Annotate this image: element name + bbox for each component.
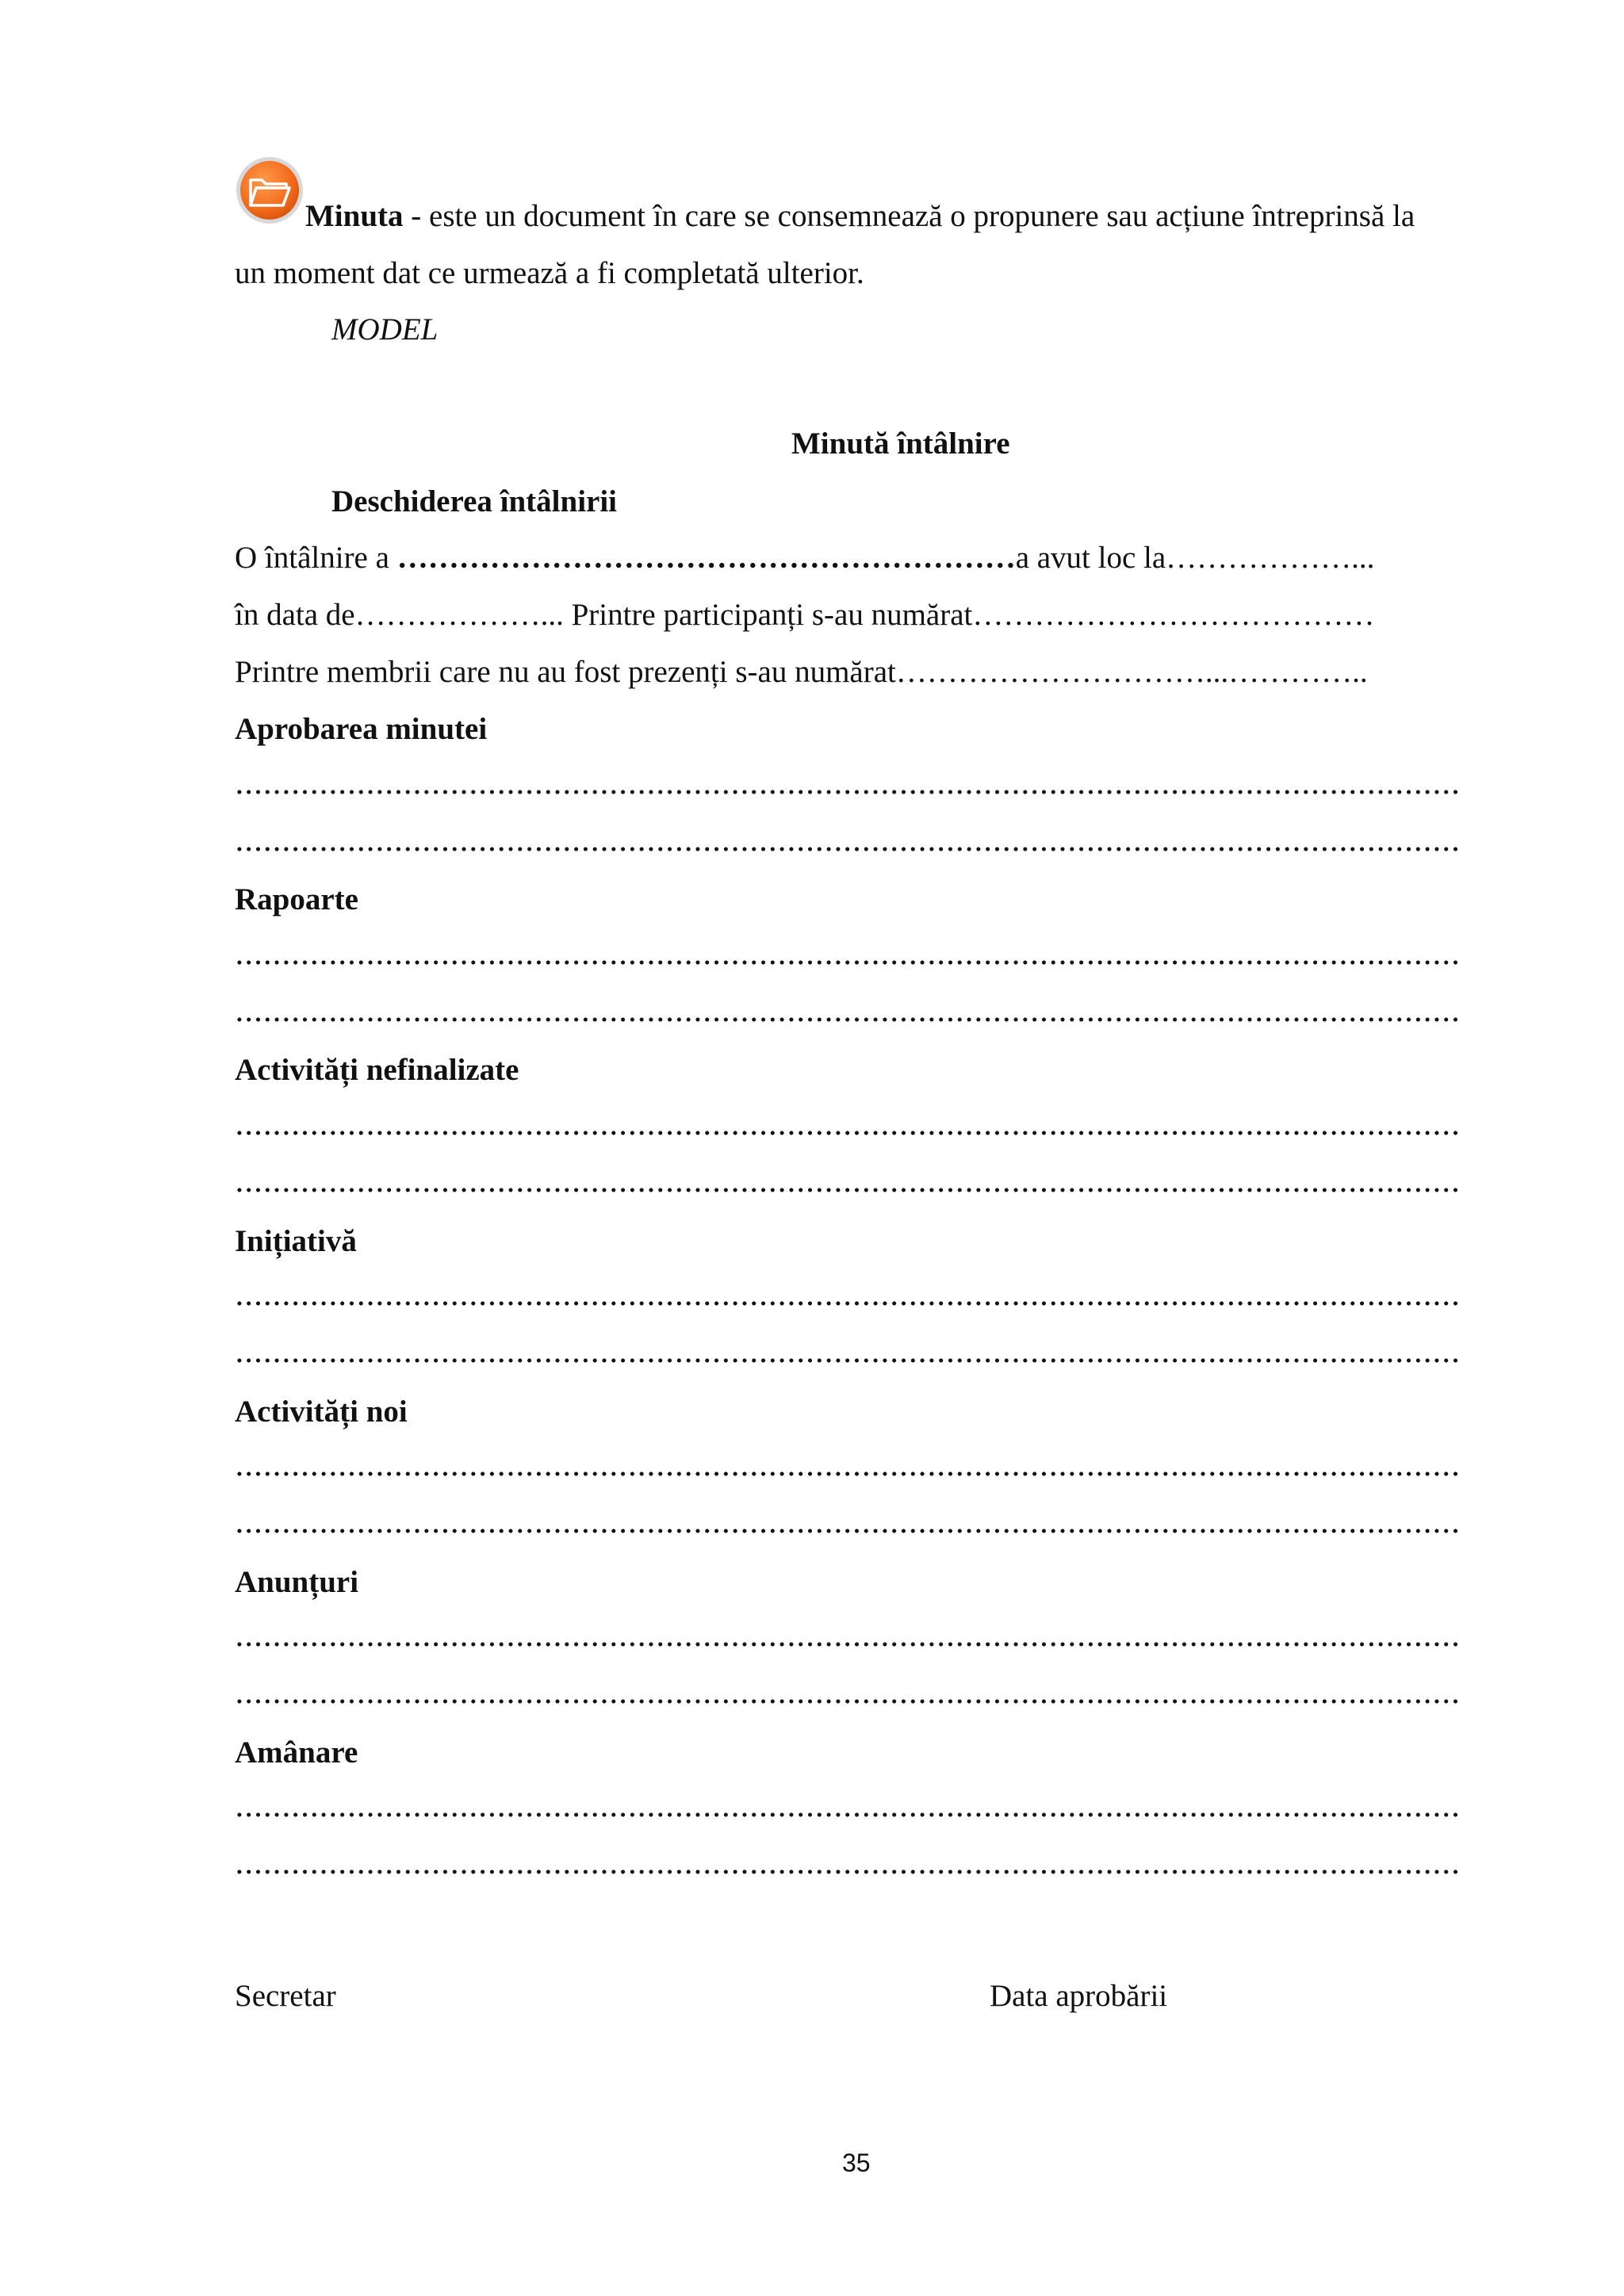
- fill-line: [235, 1471, 1457, 1476]
- fill-line: [235, 1301, 1457, 1306]
- fill-line: [235, 1017, 1457, 1022]
- fill-line: [235, 847, 1457, 851]
- opening-line-absent: Printre membrii care nu au fost prezenți s-au numărat…………………………...…………..: [235, 655, 1368, 689]
- fill-line: [235, 1812, 1457, 1817]
- intro-definition: - este un document în care se consemnează o propunere sau acțiune întreprinsă la: [403, 199, 1415, 233]
- opening-heading: Deschiderea întâlnirii: [331, 484, 618, 519]
- section-heading-new-activities: Activități noi: [235, 1395, 408, 1429]
- fill-line: [235, 1642, 1457, 1647]
- section-heading-reports: Rapoarte: [235, 882, 358, 916]
- fill-line: [235, 1529, 1457, 1533]
- model-label: MODEL: [331, 312, 439, 346]
- secretary-label: Secretar: [235, 1979, 336, 2013]
- intro-definition-line1: [305, 201, 1415, 232]
- fill-line: [235, 1188, 1457, 1192]
- section-heading-announcements: Anunțuri: [235, 1565, 359, 1599]
- opening-line-suffix: a avut loc la………………...: [1015, 541, 1375, 575]
- intro-term: Minuta: [305, 199, 404, 233]
- fill-line: [235, 1699, 1457, 1704]
- opening-line-place: [235, 542, 1374, 573]
- folder-open-icon: [235, 155, 304, 225]
- document-title: Minută întâlnire: [791, 427, 1010, 461]
- opening-line-prefix: O întâlnire a: [235, 541, 397, 575]
- fill-line: [235, 790, 1457, 794]
- section-heading-unfinished: Activități nefinalizate: [235, 1053, 519, 1087]
- fill-line: [235, 960, 1457, 965]
- fill-line: [235, 1869, 1457, 1874]
- page-number: 35: [842, 2149, 871, 2177]
- opening-line-date: în data de………………... Printre participanți s-au numărat…………………………………: [235, 598, 1375, 632]
- intro-definition-line2: un moment dat ce urmează a fi completată ulterior.: [235, 256, 864, 290]
- fill-line: [235, 1131, 1457, 1135]
- section-heading-approval: Aprobarea minutei: [235, 712, 488, 746]
- section-heading-adjournment: Amânare: [235, 1735, 358, 1770]
- fill-line: [235, 1358, 1457, 1363]
- approval-date-label: Data aprobării: [990, 1979, 1168, 2013]
- section-heading-initiative: Inițiativă: [235, 1224, 357, 1258]
- opening-line-dots: ……………………………………………………: [396, 541, 1016, 575]
